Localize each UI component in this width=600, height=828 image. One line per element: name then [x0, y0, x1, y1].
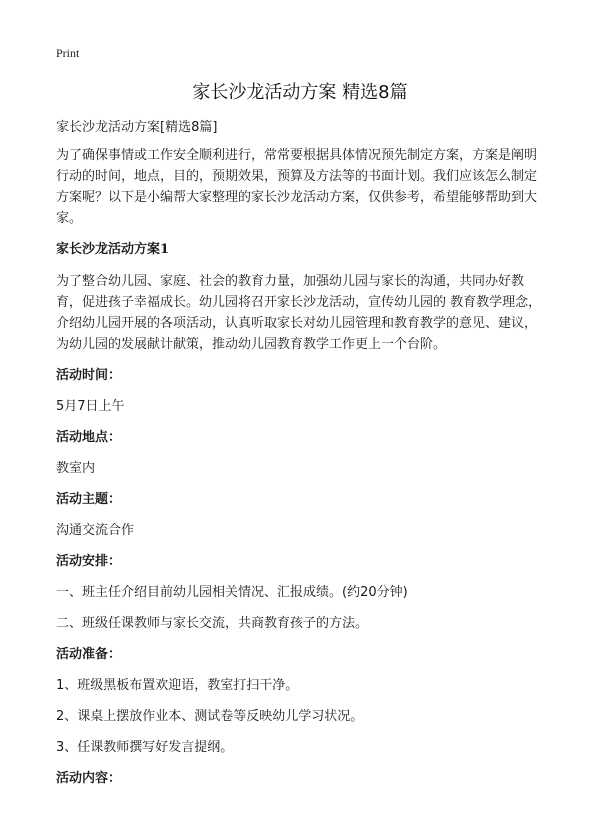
arrangement-item-2: 二、班级任课教师与家长交流，共商教育孩子的方法。: [56, 616, 369, 631]
prep-item-3: 3、任课教师撰写好发言提纲。: [56, 740, 234, 755]
document-subtitle: 家长沙龙活动方案[精选8篇]: [56, 120, 218, 135]
time-label: 活动时间：: [56, 368, 122, 383]
theme-value: 沟通交流合作: [56, 523, 135, 538]
time-value: 5月7日上午: [56, 399, 125, 414]
theme-label: 活动主题：: [56, 492, 122, 507]
content-label: 活动内容：: [56, 771, 122, 786]
print-label: Print: [56, 46, 80, 60]
arrangement-item-1: 一、班主任介绍目前幼儿园相关情况、汇报成绩。(约20分钟): [56, 585, 408, 600]
place-label: 活动地点：: [56, 430, 122, 445]
arrangement-label: 活动安排：: [56, 554, 122, 569]
section-heading: 家长沙龙活动方案1: [56, 242, 170, 257]
document-body: [56, 117, 548, 799]
prep-item-2: 2、课桌上摆放作业本、测试卷等反映幼儿学习状况。: [56, 709, 364, 724]
page-title: 家长沙龙活动方案 精选8篇: [192, 82, 408, 103]
section-paragraph: 为了整合幼儿园、家庭、社会的教育力量，加强幼儿园与家长的沟通，共同办好教育，促进孩子幸福成长。幼儿园将召开家长沙龙活动，宣传幼儿园的 教育教学理念，介绍幼儿园开展的各项活动，认真听取家长对幼儿园管理和教育教学的意见、建议，为幼儿园的发展献计献策，推动幼儿园教育教学工作更上一个台阶。: [56, 274, 542, 352]
prep-item-1: 1、班级黑板布置欢迎语，教室打扫干净。: [56, 678, 299, 693]
intro-paragraph: 为了确保事情或工作安全顺利进行，常常要根据具体情况预先制定方案，方案是阐明行动的时间，地点，目的，预期效果，预算及方法等的书面计划。我们应该怎么制定方案呢？以下是小编帮大家整理的家长沙龙活动方案，仅供参考，希望能够帮助到大家。: [56, 148, 538, 226]
prep-label: 活动准备：: [56, 647, 122, 662]
place-value: 教室内: [56, 461, 96, 476]
